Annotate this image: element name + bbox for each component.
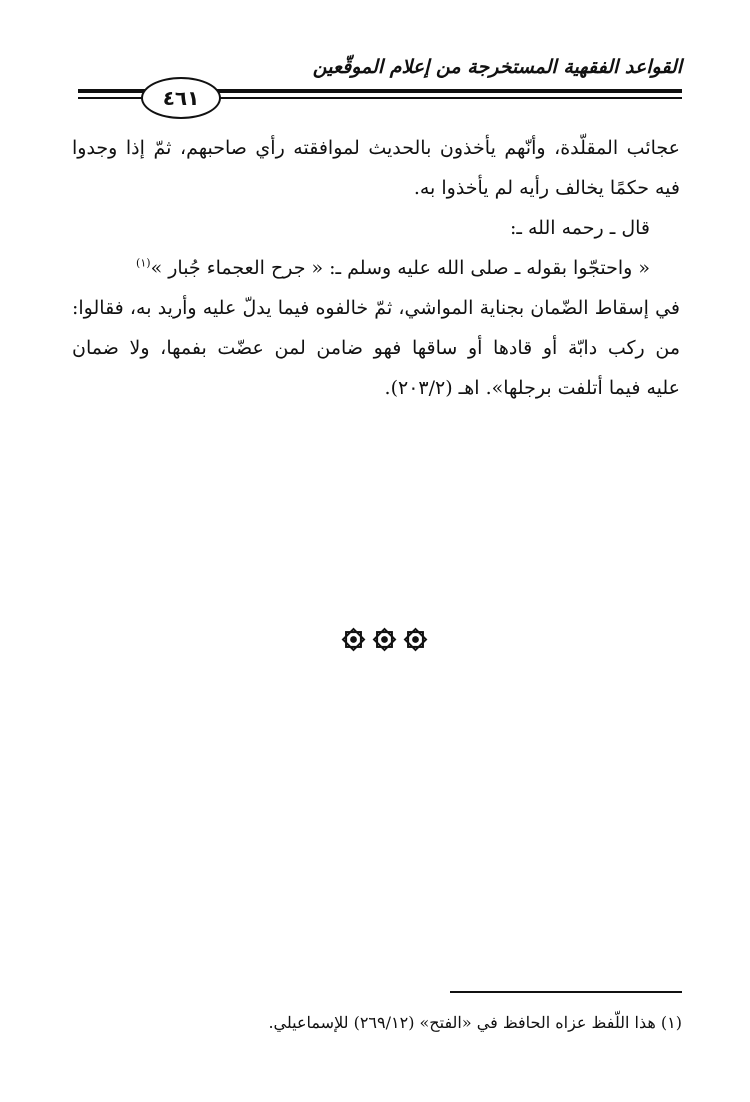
body-line-1: عجائب المقلّدة، وأنّهم يأخذون بالحديث لموافقته رأي صاحبهم، ثمّ إذا وجدوا	[72, 137, 680, 159]
body-text	[72, 128, 680, 408]
page-number-badge	[141, 77, 221, 119]
body-line-6: من ركب دابّة أو قادها أو ساقها فهو ضامن لمن عضّت بفمها، ولا ضمان	[72, 337, 680, 359]
footnote-1: (١) هذا اللّفظ عزاه الحافظ في «الفتح» (٢٦٩/١٢) للإسماعيلي.	[268, 1013, 682, 1032]
body-line-5: في إسقاط الضّمان بجناية المواشي، ثمّ خالفوه فيما يدلّ عليه وأريد به، فقالوا:	[72, 297, 680, 319]
running-title: القواعد الفقهية المستخرجة من إعلام الموقّعين	[312, 56, 682, 78]
footnote-separator	[450, 991, 682, 993]
eight-pointed-star-icon	[340, 626, 367, 653]
eight-pointed-star-icon	[371, 626, 398, 653]
body-line-3: قال ـ رحمه الله ـ:	[509, 217, 650, 239]
page-number: ٤٦١	[162, 86, 200, 110]
body-line-4	[72, 248, 680, 288]
section-ornament	[340, 626, 429, 653]
body-line-7: عليه فيما أتلفت برجلها». اهـ (٢٠٣/٢).	[384, 377, 680, 399]
body-line-4-text: « واحتجّوا بقوله ـ صلى الله عليه وسلم ـ: « جرح العجماء جُبار »	[150, 257, 650, 279]
body-line-2: فيه حكمًا يخالف رأيه لم يأخذوا به.	[413, 177, 680, 199]
eight-pointed-star-icon	[402, 626, 429, 653]
footnote-reference[interactable]: (١)	[136, 256, 151, 270]
